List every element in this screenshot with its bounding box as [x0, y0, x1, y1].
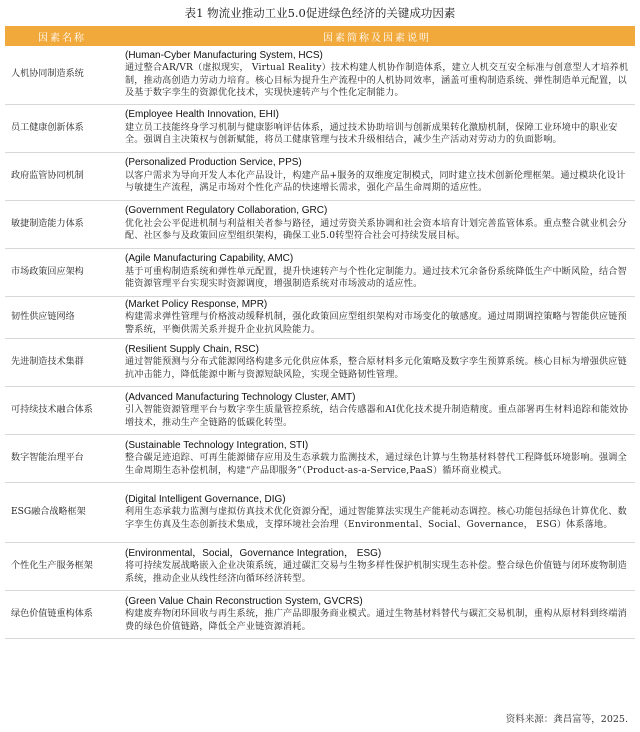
table-row	[5, 104, 635, 152]
factor-explanation: 通过整合AR/VR（虚拟现实， Virtual Reality）技术构建人机协作制造体系，建立人机交互安全标准与创意型人才培养机制，推动高创造力劳动力培育。核心目标为提升生产流程中的人机协同效率，涵盖可重构制造系统、弹性制造单元配置，以及基于数字孪生的资源优化技术，实现快速转产与个性化定制能力。	[125, 63, 629, 99]
factor-explanation: 将可持续发展战略嵌入企业决策系统，通过碳汇交易与生物多样性保护机制实现生态补偿。整合绿色价值链与闭环废物制造系统，推动企业从线性经济向循环经济转型。	[125, 561, 627, 585]
table-row	[5, 46, 635, 104]
factor-english-abbrev: (Environmental，Social，Governance Integration， ESG)	[125, 547, 382, 559]
factor-description	[119, 339, 635, 387]
factor-explanation: 引入智能资源管理平台与数字孪生质量管控系统，结合传感器和AI优化技术提升制造精度。重点部署再生材料追踪和能效协增技术，推动生产全链路的低碳化转型。	[125, 405, 629, 429]
factor-name: 政府监管协同机制	[5, 152, 119, 200]
factor-english-abbrev: (Green Value Chain Reconstruction System, GVCRS)	[125, 595, 363, 607]
factors-table	[5, 26, 635, 639]
factor-name: ESG融合战略框架	[5, 483, 119, 543]
table-row	[5, 248, 635, 296]
table-row	[5, 543, 635, 591]
table-row	[5, 339, 635, 387]
factor-description	[119, 296, 635, 339]
factor-explanation: 构建废弃物闭环回收与再生系统，推广产品即服务商业模式。通过生物基材料替代与碳汇交易机制，重构从原材料到终端消费的绿色价值链路，降低全产业链资源消耗。	[125, 609, 627, 633]
factor-name: 绿色价值链重构体系	[5, 591, 119, 639]
factor-name: 市场政策回应架构	[5, 248, 119, 296]
factor-english-abbrev: (Sustainable Technology Integration, STI)	[125, 439, 309, 451]
factor-english-abbrev: (Advanced Manufacturing Technology Cluster, AMT)	[125, 391, 356, 403]
source-note: 资料来源：龚昌富等，2025.	[505, 714, 628, 725]
factor-description	[119, 387, 635, 435]
factor-english-abbrev: (Government Regulatory Collaboration, GRC)	[125, 205, 328, 217]
factor-explanation: 整合碳足迹追踪、可再生能源储存应用及生态承载力监测技术，通过绿色计算与生物基材料替代工程降低环境影响。强调全生命周期生态补偿机制，构建“产品即服务”（Product-as-a-Service,PaaS）循环商业模式。	[125, 453, 627, 477]
factor-explanation: 基于可重构制造系统和弹性单元配置，提升快速转产与个性化定制能力。通过技术冗余备份系统降低生产中断风险，结合智能资源管理平台实现实时资源调度，增强制造系统对市场波动的适应性。	[125, 266, 627, 290]
table-row	[5, 296, 635, 339]
table-row	[5, 435, 635, 483]
factor-description	[119, 152, 635, 200]
factor-english-abbrev: (Market Policy Response, MPR)	[125, 298, 268, 310]
factor-name: 员工健康创新体系	[5, 104, 119, 152]
factor-explanation: 构建需求弹性管理与价格波动缓释机制，强化政策回应型组织架构对市场变化的敏感度。通过周期调控策略与智能供应链预警系统，平衡供需关系并提升企业抗风险能力。	[125, 312, 627, 335]
factor-name: 人机协同制造系统	[5, 46, 119, 104]
header-factor-name: 因素名称	[5, 26, 119, 46]
factor-description	[119, 543, 635, 591]
factor-english-abbrev: (Human-Cyber Manufacturing System, HCS)	[125, 49, 323, 61]
factor-explanation: 优化社会公平促进机制与利益相关者参与路径，通过劳资关系协调和社会资本培育计划完善监管体系。重点整合就业机会分配、社区参与及政策回应型组织架构，确保工业5.0转型符合社会可持续发展目标。	[125, 218, 627, 242]
factor-description	[119, 591, 635, 639]
factor-english-abbrev: (Personalized Production Service, PPS)	[125, 157, 302, 169]
factor-name: 数字智能治理平台	[5, 435, 119, 483]
table-row	[5, 591, 635, 639]
factor-description	[119, 483, 635, 543]
factor-description	[119, 200, 635, 248]
header-factor-description: 因素简称及因素说明	[119, 26, 635, 46]
factor-english-abbrev: (Digital Intelligent Governance, DIG)	[125, 493, 286, 505]
table-header-row	[5, 26, 635, 46]
factor-description	[119, 104, 635, 152]
factor-description	[119, 248, 635, 296]
table-row	[5, 483, 635, 543]
factor-description	[119, 46, 635, 104]
factor-explanation: 以客户需求为导向开发人本化产品设计，构建产品+服务的双维度定制模式，同时建立技术创新伦理框架。通过模块化设计与敏捷生产流程，满足市场对个性化产品的快速增长需求，强化产品生命周期的适应性。	[125, 170, 626, 194]
factor-english-abbrev: (Resilient Supply Chain, RSC)	[125, 343, 259, 355]
factor-explanation: 建立员工技能终身学习机制与健康影响评估体系，通过技术协助培训与创新成果转化激励机制，保障工业环境中的职业安全。强调自主决策权与创新赋能，将员工健康管理与技术升级相结合，减少生产活动对劳动力的负面影响。	[125, 122, 618, 146]
factor-name: 可持续技术融合体系	[5, 387, 119, 435]
factor-name: 先进制造技术集群	[5, 339, 119, 387]
table-title: 表1 物流业推动工业5.0促进绿色经济的关键成功因素	[184, 6, 456, 20]
factor-english-abbrev: (Agile Manufacturing Capability, AMC)	[125, 253, 294, 265]
table-row	[5, 152, 635, 200]
factor-explanation: 利用生态承载力监测与虚拟仿真技术优化资源分配，通过智能算法实现生产能耗动态调控。核心功能包括绿色计算优化、数字孪生仿真及生态创新技术集成，支撑环境社会治理（Environmental、Social、Governance， ESG）体系落地。	[125, 507, 627, 531]
factor-english-abbrev: (Employee Health Innovation, EHI)	[125, 109, 279, 121]
factor-description	[119, 435, 635, 483]
factor-explanation: 通过智能预测与分布式能源网络构建多元化供应体系，整合原材料多元化策略及数字孪生预算系统。核心目标为增强供应链抗冲击能力，降低能源中断与资源短缺风险，实现全链路韧性管理。	[125, 357, 627, 381]
factor-name: 敏捷制造能力体系	[5, 200, 119, 248]
factor-name: 韧性供应链网络	[5, 296, 119, 339]
table-row	[5, 200, 635, 248]
table-body	[5, 46, 635, 639]
table-row	[5, 387, 635, 435]
factor-name: 个性化生产服务框架	[5, 543, 119, 591]
